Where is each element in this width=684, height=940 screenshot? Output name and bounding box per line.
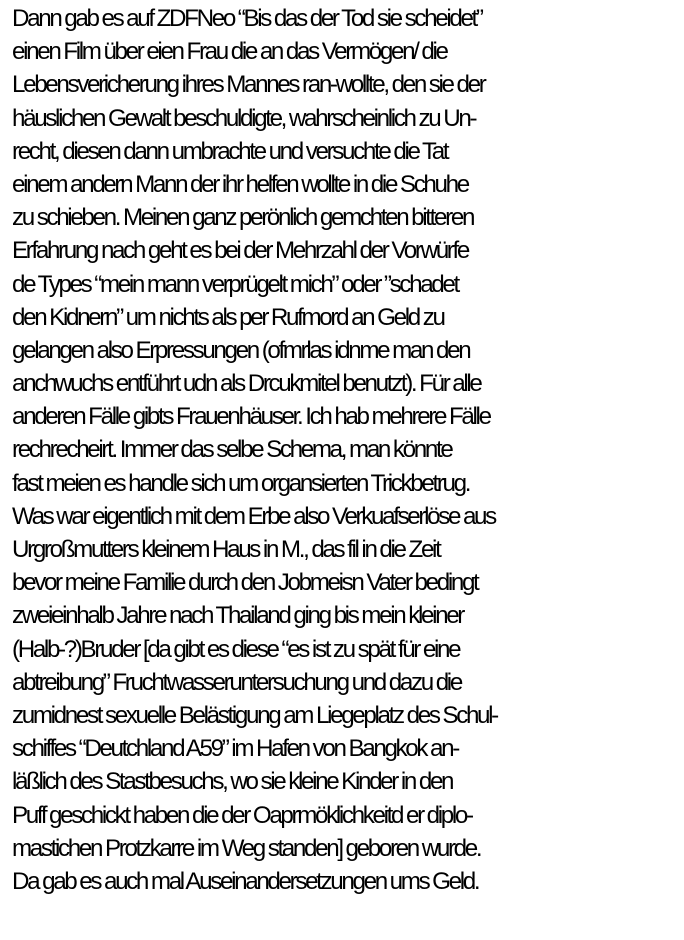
text-line: läßlich des Stastbesuchs, wo sie kleine Kinder in den	[12, 768, 453, 796]
text-line: den Kidnern” um nichts als per Rufmord an Geld zu	[12, 303, 444, 331]
text-line: Erfahrung nach geht es bei der Mehrzahl der Vorwürfe	[12, 237, 468, 265]
text-line: de Types “mein mann verprügelt mich” oder ”schadet	[12, 270, 458, 298]
text-line: recht, diesen dann umbrachte und versuchte die Tat	[12, 137, 448, 165]
text-line: Da gab es auch mal Auseinandersetzungen ums Geld.	[12, 867, 479, 895]
text-line: anchwuchs entführt udn als Drcukmitel benutzt). Für alle	[12, 370, 481, 398]
text-line: zu schieben. Meinen ganz perönlich gemchten bitteren	[12, 204, 474, 232]
text-line: Puff geschickt haben die der Oaprmöklichkeitd er diplo-	[12, 801, 472, 829]
text-line: häuslichen Gewalt beschuldigte, wahrscheinlich zu Un-	[12, 104, 476, 132]
body-text	[12, 2, 680, 898]
text-line: einem andern Mann der ihr helfen wollte in die Schuhe	[12, 170, 468, 198]
text-line: schiffes “Deutchland A59” im Hafen von Bangkok an-	[12, 735, 458, 763]
text-line: rechrecheirt. Immer das selbe Schema, man könnte	[12, 436, 452, 464]
text-line: gelangen also Erpressungen (ofmrlas idnme man den	[12, 336, 470, 364]
text-line: (Halb-?)Bruder [da gibt es diese “es ist zu spät für eine	[12, 635, 460, 663]
text-line: fast meien es handle sich um organsierten Trickbetrug.	[12, 469, 470, 497]
text-line: Dann gab es auf ZDFNeo “Bis das der Tod sie scheidet”	[12, 5, 482, 32]
text-line: anderen Fälle gibts Frauenhäuser. Ich hab mehrere Fälle	[12, 403, 490, 431]
text-line: Urgroßmutters kleinem Haus in M., das fil in die Zeit	[12, 536, 440, 563]
text-line: einen Film über eien Frau die an das Vermögen/ die	[12, 38, 447, 66]
text-line: mastichen Protzkarre im Weg standen] geboren wurde.	[12, 834, 481, 862]
text-line: Was war eigentlich mit dem Erbe also Verkuafserlöse aus	[12, 502, 495, 530]
text-line: zweieinhalb Jahre nach Thailand ging bis mein kleiner	[12, 602, 464, 630]
text-line: abtreibung” Fruchtwasseruntersuchung und dazu die	[12, 668, 461, 696]
text-line: bevor meine Familie durch den Jobmeisn Vater bedingt	[12, 569, 478, 597]
text-line: zumidnest sexuelle Belästigung am Liegeplatz des Schul-	[12, 701, 497, 729]
text-line: Lebensvericherung ihres Mannes ran-wollte, den sie der	[12, 71, 485, 99]
